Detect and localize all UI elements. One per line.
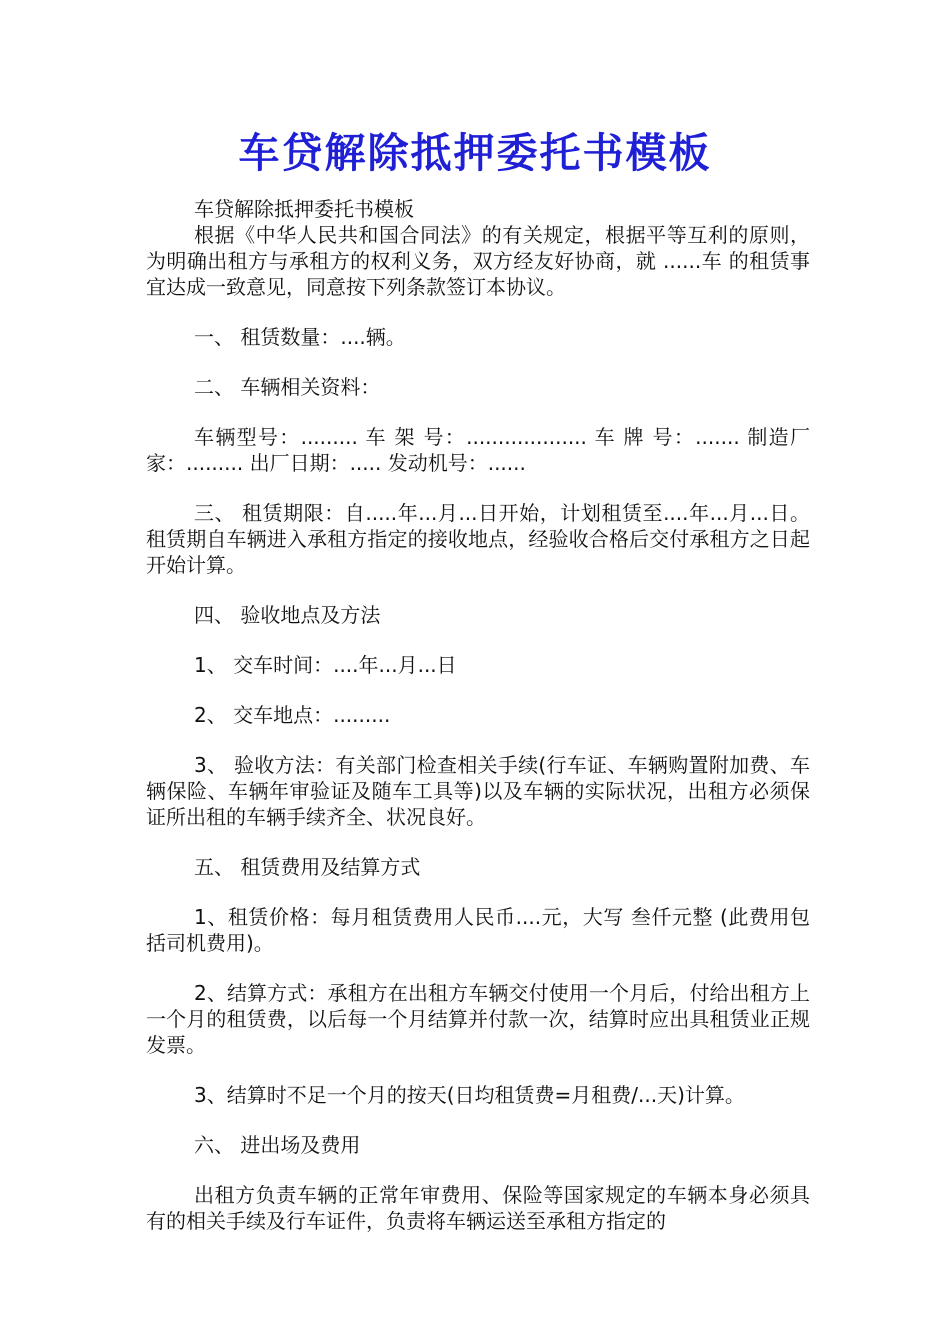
vehicle-info-fields: 车辆型号：......... 车 架 号：................... 车 牌 号：....... 制造厂家：......... 出厂日期：..... 发动机号：...... [146,425,810,475]
spacer [146,350,810,374]
section-1-lease-quantity: 一、 租赁数量：....辆。 [194,325,406,349]
paragraph-subtitle: 车贷解除抵押委托书模板 [194,197,414,221]
item-inspection-method: 3、 验收方法：有关部门检查相关手续(行车证、车辆购置附加费、车辆保险、车辆年审验证及随车工具等)以及车辆的实际状况，出租方必须保证所出租的车辆手续齐全、状况良好。 [146,753,810,829]
paragraph-lessor-responsibility: 出租方负责车辆的正常年审费用、保险等国家规定的车辆本身必须具有的相关手续及行车证件，负责将车辆运送至承租方指定的 [146,1183,810,1233]
spacer [146,678,810,702]
spacer [146,956,810,980]
spacer [146,1108,810,1132]
section-4-inspection-heading: 四、 验收地点及方法 [194,603,381,627]
section-6-entry-exit-heading: 六、 进出场及费用 [194,1133,361,1157]
item-lease-price: 1、租赁价格：每月租赁费用人民币....元，大写 叁仟元整 (此费用包括司机费用)。 [146,905,810,955]
spacer [146,880,810,904]
spacer [146,628,810,652]
item-settlement-method: 2、结算方式：承租方在出租方车辆交付使用一个月后，付给出租方上一个月的租赁费，以后每一个月结算并付款一次，结算时应出具租赁业正规发票。 [146,981,810,1057]
item-delivery-time: 1、 交车时间：....年...月...日 [194,653,457,677]
spacer [146,300,810,324]
section-5-fees-heading: 五、 租赁费用及结算方式 [194,855,421,879]
spacer [146,728,810,752]
spacer [146,476,810,500]
paragraph-intro: 根据《中华人民共和国合同法》的有关规定，根据平等互利的原则，为明确出租方与承租方的权利义务，双方经友好协商，就 ......车 的租赁事宜达成一致意见，同意按下列条款签订本协议。 [146,223,810,299]
spacer [146,830,810,854]
document-title: 车贷解除抵押委托书模板 [238,129,712,177]
spacer [146,578,810,602]
spacer [146,1058,810,1082]
document-body [146,196,810,1234]
spacer [146,1158,810,1182]
item-partial-month: 3、结算时不足一个月的按天(日均租赁费=月租费/...天)计算。 [194,1083,745,1107]
section-2-vehicle-info-heading: 二、 车辆相关资料： [194,375,381,399]
section-3-lease-term: 三、 租赁期限：自.....年...月...日开始，计划租赁至....年...月...日。租赁期自车辆进入承租方指定的接收地点，经验收合格后交付承租方之日起开始计算。 [146,501,810,577]
item-delivery-location: 2、 交车地点：......... [194,703,391,727]
spacer [146,400,810,424]
